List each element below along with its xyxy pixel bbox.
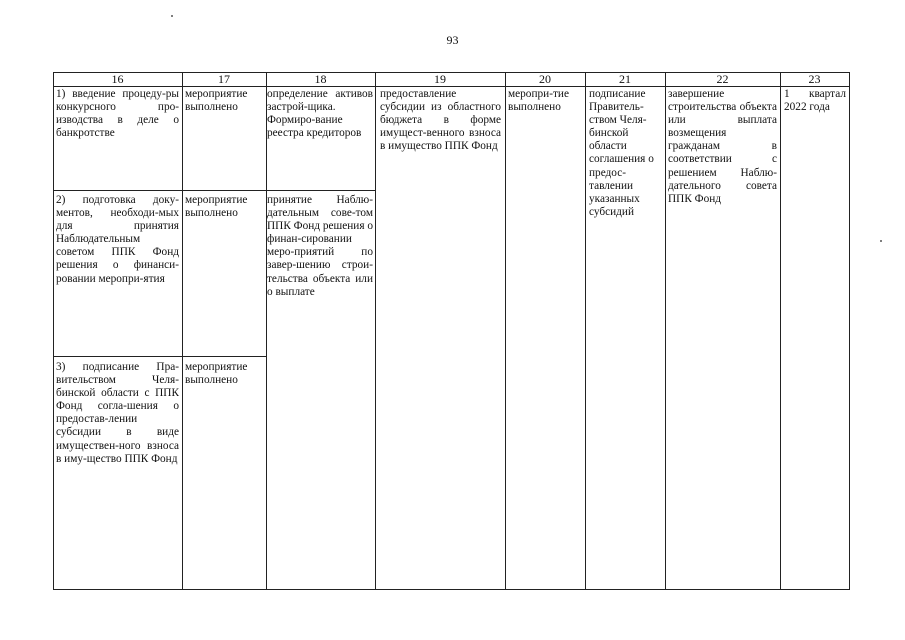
header-bottom-border: [53, 86, 850, 87]
cell-21: подписание Правитель-ством Челя-бинской области соглашения о предос-тавлении указанных субсидий: [589, 88, 654, 218]
header-19: 19: [434, 72, 446, 86]
cell-16-row3: 3) подписание Пра-вительством Челя-бинской области с ППК Фонд согла-шения о предостав-лении субсидии в виде имуществен-ного взноса в иму-щество ППК Фонд: [56, 361, 179, 465]
header-20: 20: [539, 72, 551, 86]
cell-17-row2: мероприятие выполнено: [185, 194, 248, 220]
cell-16-row1: 1) введение процеду-ры конкурсного про-изводства в деле о банкротстве: [56, 88, 179, 140]
header-17: 17: [218, 72, 230, 86]
cell-18-row2: принятие Наблю-дательным сове-том ППК Фонд решения о финан-сировании меро-приятий по завер-шению строи-тельства объекта или о выплате: [267, 194, 374, 298]
header-16: 16: [111, 72, 124, 86]
col-border: [375, 72, 376, 590]
col-border: [585, 72, 586, 590]
col-border: [849, 72, 850, 590]
table-bottom-border: [53, 589, 850, 590]
row-separator: [53, 356, 267, 357]
cell-22: завершение строительства объекта или выплата возмещения гражданам в соответствии с решением Наблю-дательного совета ППК Фонд: [668, 88, 777, 205]
scan-speck: [171, 15, 173, 17]
col-border: [505, 72, 506, 590]
cell-17-row3: мероприятие выполнено: [185, 361, 248, 387]
cell-20: меропри-тие выполнено: [508, 88, 569, 114]
col-border: [780, 72, 781, 590]
col-border: [182, 72, 183, 590]
scan-speck: [880, 240, 882, 242]
header-23: 23: [808, 72, 821, 86]
header-21: 21: [619, 72, 631, 86]
col-border: [53, 72, 54, 590]
cell-16-row2: 2) подготовка доку-ментов, необходи-мых для принятия Наблюдательным советом ППК Фонд решения о финанси-ровании меропри-ятия: [56, 194, 179, 285]
cell-18-row1: определение активов застрой-щика. Формиро-вание реестра кредиторов: [267, 88, 373, 140]
page-number: 93: [446, 33, 459, 47]
header-22: 22: [716, 72, 729, 86]
cell-23: 1 квартал 2022 года: [784, 88, 846, 114]
col-border: [665, 72, 666, 590]
data-table: [53, 72, 850, 590]
row-separator: [53, 190, 376, 191]
header-18: 18: [314, 72, 327, 86]
cell-19: предоставление субсидии из областного бюджета в форме имущест-венного взноса в имущество ППК Фонд: [380, 88, 501, 153]
cell-17-row1: мероприятие выполнено: [185, 88, 248, 114]
col-border: [266, 72, 267, 590]
